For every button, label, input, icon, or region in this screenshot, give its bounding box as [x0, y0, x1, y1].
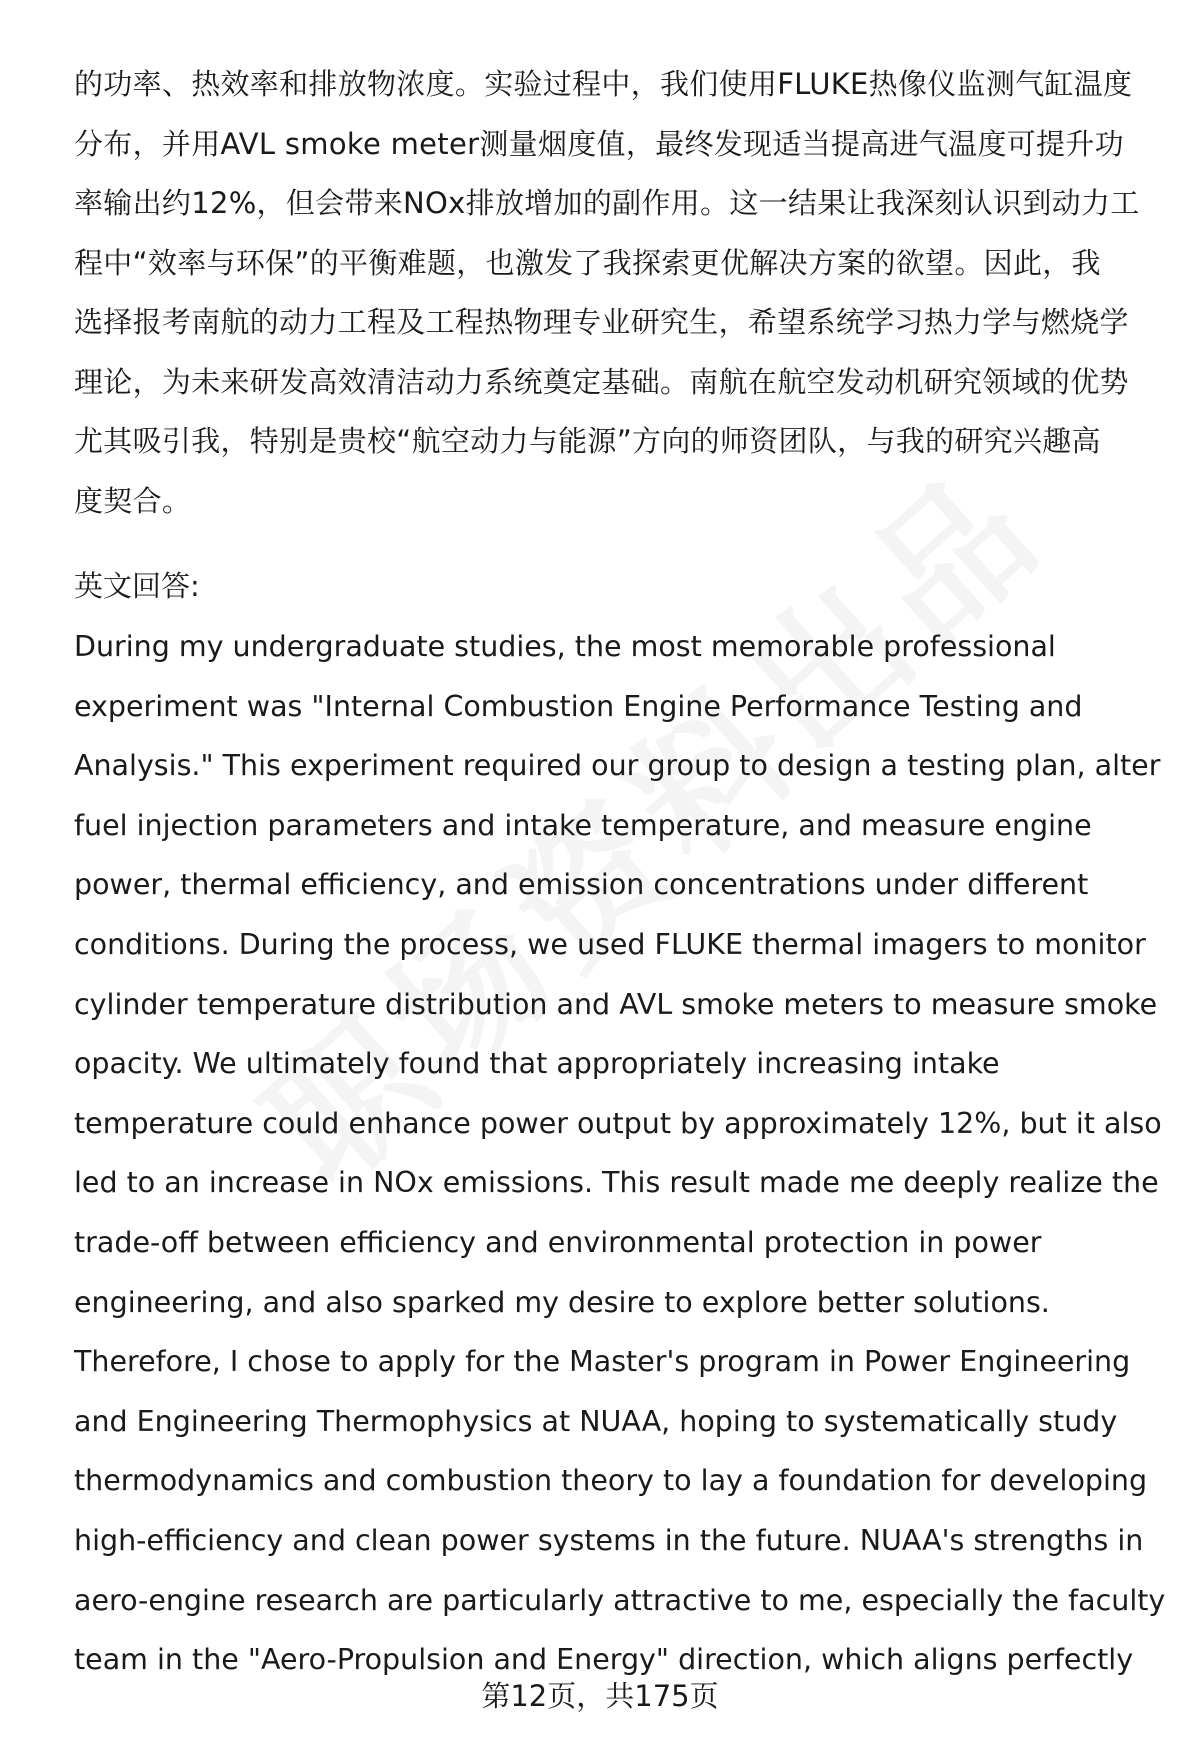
paragraph-line: high-efficiency and clean power systems in the future. NUAA's strengths in: [74, 1523, 1144, 1557]
paragraph-line: and Engineering Thermophysics at NUAA, hoping to systematically study: [74, 1404, 1118, 1438]
paragraph-line: thermodynamics and combustion theory to lay a foundation for developing: [74, 1464, 1148, 1498]
paragraph-line: trade-off between efficiency and environmental protection in power: [74, 1225, 1042, 1259]
paragraph-line: engineering, and also sparked my desire to explore better solutions.: [74, 1285, 1050, 1319]
paragraph-line: led to an increase in NOx emissions. This result made me deeply realize the: [74, 1166, 1159, 1200]
english-answer-paragraph: [74, 617, 1164, 1690]
paragraph-line: 的功率、热效率和排放物浓度。实验过程中，我们使用FLUKE热像仪监测气缸温度: [74, 67, 1133, 101]
paragraph-line: team in the "Aero-Propulsion and Energy" direction, which aligns perfectly: [74, 1643, 1134, 1677]
paragraph-line: During my undergraduate studies, the most memorable professional: [74, 630, 1056, 663]
paragraph-line: Therefore, I chose to apply for the Master's program in Power Engineering: [74, 1345, 1131, 1379]
paragraph-line: Analysis." This experiment required our group to design a testing plan, alter: [74, 749, 1161, 783]
paragraph-line: 分布，并用AVL smoke meter测量烟度值，最终发现适当提高进气温度可提升功: [74, 126, 1124, 161]
paragraph-line: fuel injection parameters and intake temperature, and measure engine: [74, 808, 1092, 842]
paragraph-line: 选择报考南航的动力工程及工程热物理专业研究生，希望系统学习热力学与燃烧学: [74, 305, 1129, 339]
paragraph-line: cylinder temperature distribution and AVL smoke meters to measure smoke: [74, 987, 1158, 1021]
paragraph-line: 度契合。: [74, 483, 192, 518]
paragraph-line: aero-engine research are particularly attractive to me, especially the faculty: [74, 1583, 1166, 1617]
paragraph-line: 理论，为未来研发高效清洁动力系统奠定基础。南航在航空发动机研究领域的优势: [74, 364, 1129, 399]
paragraph-line: temperature could enhance power output by approximately 12%, but it also: [74, 1106, 1162, 1140]
paragraph-line: experiment was "Internal Combustion Engine Performance Testing and: [74, 689, 1083, 723]
paragraph-line: 尤其吸引我，特别是贵校“航空动力与能源”方向的师资团队，与我的研究兴趣高: [74, 424, 1101, 458]
paragraph-line: power, thermal efficiency, and emission concentrations under different: [74, 868, 1089, 902]
paragraph-line: conditions. During the process, we used FLUKE thermal imagers to monitor: [74, 927, 1146, 961]
paragraph-line: 率输出约12%，但会带来NOx排放增加的副作用。这一结果让我深刻认识到动力工: [74, 186, 1140, 220]
english-answer-heading: 英文回答:: [74, 569, 200, 603]
paragraph-line: 程中“效率与环保”的平衡难题，也激发了我探索更优解决方案的欲望。因此，我: [74, 245, 1101, 280]
chinese-answer-paragraph: [74, 55, 1164, 531]
page-number-footer: 第12页，共175页: [481, 1679, 719, 1713]
paragraph-line: opacity. We ultimately found that appropriately increasing intake: [74, 1047, 1000, 1081]
